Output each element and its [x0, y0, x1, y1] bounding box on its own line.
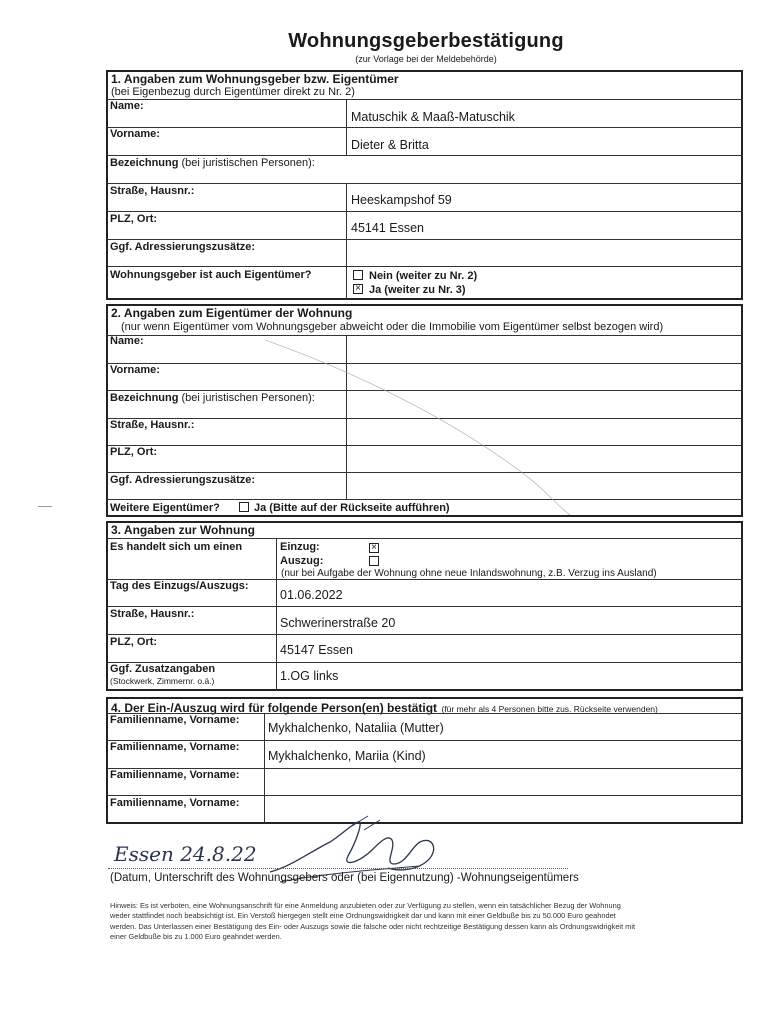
form-title: Wohnungsgeberbestätigung — [288, 30, 564, 52]
divider — [107, 795, 742, 796]
section-1-title: 1. Angaben zum Wohnungsgeber bzw. Eigentümer — [111, 72, 399, 86]
s1-name-label: Name: — [110, 100, 144, 112]
legal-notice-line: Hinweis: Es ist verboten, eine Wohnungsanschrift für eine Anmeldung anzubieten oder zur Verfügung zu stellen, wenn ein tatsächlicher Bezug der Wohnung — [110, 901, 621, 910]
s2-weitere-label: Weitere Eigentümer? — [110, 502, 220, 514]
divider — [107, 183, 742, 184]
legal-notice-line: weder stattfindet noch beabsichtigt ist. Ein Verstoß hiergegen stellt eine Ordnungswidrigkeit dar und kann mit einer Geldbuße bis zu 50.000 Euro geahndet — [110, 911, 616, 921]
section-2-title: 2. Angaben zum Eigentümer der Wohnung — [111, 306, 353, 320]
s4-row-label: Familienname, Vorname: — [110, 797, 240, 809]
signature-line — [108, 868, 568, 869]
s3-auszug-note: (nur bei Aufgabe der Wohnung ohne neue Inlandswohnung, z.B. Verzug ins Ausland) — [281, 568, 657, 579]
legal-notice-line: werden. Das Unterlassen einer Bestätigung des Ein- oder Auszugs sowie die falsche oder nicht rechtzeitige Bestätigung dessen kann als Ordnungswidrigkeit mit — [110, 921, 636, 931]
s3-auszug-checkbox[interactable] — [369, 556, 379, 566]
s2-name-label: Name: — [110, 335, 144, 347]
divider — [107, 99, 742, 100]
s1-vorname-value[interactable]: Dieter & Britta — [351, 138, 429, 152]
s1-strasse-label: Straße, Hausnr.: — [110, 185, 195, 197]
s1-vorname-label: Vorname: — [110, 128, 160, 140]
divider — [107, 634, 742, 635]
s1-owner-label: Wohnungsgeber ist auch Eigentümer? — [110, 269, 312, 281]
divider — [276, 538, 277, 690]
s1-bezeichnung-label: Bezeichnung (bei juristischen Personen): — [110, 157, 315, 169]
s4-row-label: Familienname, Vorname: — [110, 741, 240, 753]
s4-row-label: Familienname, Vorname: — [110, 769, 240, 781]
s2-adress-label: Ggf. Adressierungszusätze: — [110, 474, 256, 486]
divider — [107, 606, 742, 607]
divider — [107, 211, 742, 212]
legal-notice-line: einer Geldbuße bis zu 1.000 Euro geahndet werden. — [110, 932, 282, 942]
s3-plz-label: PLZ, Ort: — [110, 636, 158, 648]
s3-plz-value[interactable]: 45147 Essen — [280, 643, 353, 657]
s2-strasse-label: Straße, Hausnr.: — [110, 419, 195, 431]
s1-name-value[interactable]: Matuschik & Maaß-Matuschik — [351, 110, 515, 124]
s4-person-2[interactable]: Mykhalchenko, Mariia (Kind) — [268, 749, 426, 763]
s3-einzug-label: Einzug: — [280, 541, 320, 553]
divider — [107, 127, 742, 128]
handwritten-date: Essen 24.8.22 — [114, 842, 257, 866]
s3-handelt-label: Es handelt sich um einen — [110, 541, 243, 553]
s1-plz-label: PLZ, Ort: — [110, 213, 158, 225]
section-4-title: 4. Der Ein-/Auszug wird für folgende Person(en) bestätigt (für mehr als 4 Personen bitte zus. Rückseite verwenden) — [111, 701, 658, 715]
s3-einzug-checkbox[interactable]: × — [369, 543, 379, 553]
legal-notice — [110, 901, 750, 943]
s3-tag-label: Tag des Einzugs/Auszugs: — [110, 580, 249, 592]
s2-weitere-option: Ja (Bitte auf der Rückseite aufführen) — [254, 502, 450, 514]
s3-strasse-value[interactable]: Schwerinerstraße 20 — [280, 616, 396, 630]
s2-weitere-checkbox[interactable] — [239, 502, 249, 512]
s4-row-label: Familienname, Vorname: — [110, 714, 240, 726]
strike-line — [260, 330, 580, 520]
section-1-subtitle: (bei Eigenbezug durch Eigentümer direkt zu Nr. 2) — [111, 86, 355, 98]
s1-ja-label: Ja (weiter zu Nr. 3) — [369, 284, 466, 296]
s1-nein-checkbox[interactable] — [353, 270, 363, 280]
s1-plz-value[interactable]: 45141 Essen — [351, 221, 424, 235]
scan-mark — [38, 506, 52, 507]
s1-adress-label: Ggf. Adressierungszusätze: — [110, 241, 256, 253]
s3-zusatz-value[interactable]: 1.OG links — [280, 669, 339, 683]
divider — [107, 538, 742, 539]
s3-tag-value[interactable]: 01.06.2022 — [280, 588, 343, 602]
s1-strasse-value[interactable]: Heeskampshof 59 — [351, 193, 452, 207]
form-subtitle: (zur Vorlage bei der Meldebehörde) — [355, 54, 497, 64]
section-3-title: 3. Angaben zur Wohnung — [111, 523, 255, 537]
s2-bezeichnung-label: Bezeichnung (bei juristischen Personen): — [110, 392, 315, 404]
divider — [107, 239, 742, 240]
divider — [107, 155, 742, 156]
s4-person-1[interactable]: Mykhalchenko, Nataliia (Mutter) — [268, 721, 444, 735]
signature-caption: (Datum, Unterschrift des Wohnungsgebers oder (bei Eigennutzung) -Wohnungseigentümers — [110, 872, 579, 884]
divider — [346, 99, 347, 155]
divider — [346, 183, 347, 299]
s3-zusatz-note: (Stockwerk, Zimmernr. o.ä.) — [110, 676, 215, 686]
s2-plz-label: PLZ, Ort: — [110, 446, 158, 458]
divider — [107, 266, 742, 267]
s1-nein-label: Nein (weiter zu Nr. 2) — [369, 270, 478, 282]
s1-ja-checkbox[interactable]: × — [353, 284, 363, 294]
section-2-subtitle: (nur wenn Eigentümer vom Wohnungsgeber abweicht oder die Immobilie vom Eigentümer selbst bezogen wird) — [121, 321, 664, 333]
divider — [264, 713, 265, 823]
s3-zusatz-label: Ggf. Zusatzangaben — [110, 663, 216, 675]
s3-strasse-label: Straße, Hausnr.: — [110, 608, 195, 620]
s3-auszug-label: Auszug: — [280, 555, 324, 567]
s2-vorname-label: Vorname: — [110, 364, 160, 376]
